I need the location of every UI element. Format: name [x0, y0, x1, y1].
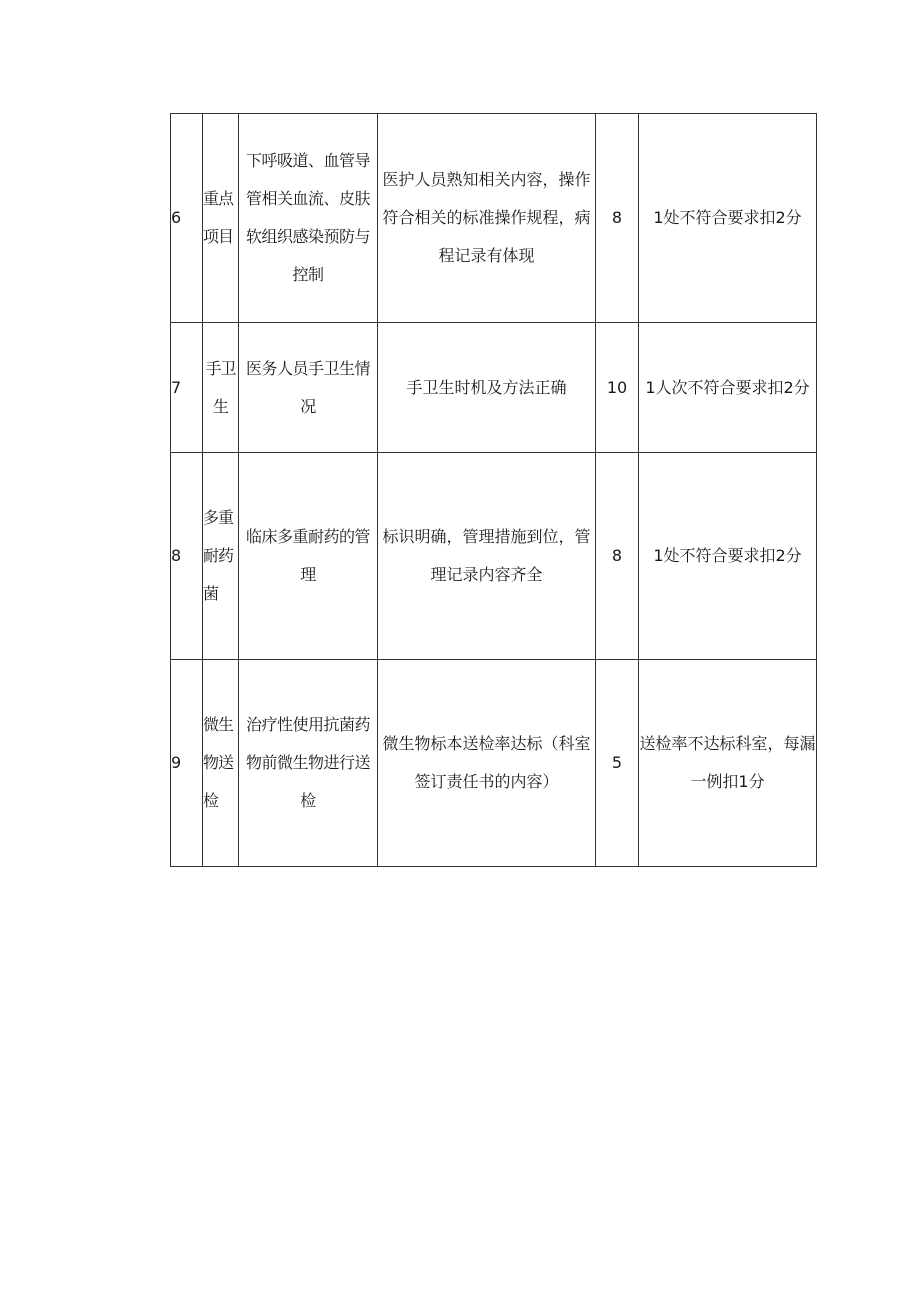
item-cell: 治疗性使用抗菌药物前微生物进行送检	[239, 660, 378, 867]
score-cell: 10	[596, 323, 639, 453]
requirement-cell: 标识明确，管理措施到位，管理记录内容齐全	[378, 453, 596, 660]
category-cell: 多重耐药菌	[203, 453, 239, 660]
table-row	[171, 323, 817, 453]
deduction-cell: 1处不符合要求扣2分	[639, 114, 817, 323]
row-number: 6	[171, 114, 203, 323]
row-number: 7	[171, 323, 203, 453]
score-cell: 8	[596, 114, 639, 323]
requirement-cell: 手卫生时机及方法正确	[378, 323, 596, 453]
table-row	[171, 453, 817, 660]
item-cell: 下呼吸道、血管导管相关血流、皮肤软组织感染预防与控制	[239, 114, 378, 323]
item-cell: 临床多重耐药的管理	[239, 453, 378, 660]
deduction-cell: 1人次不符合要求扣2分	[639, 323, 817, 453]
requirement-cell: 微生物标本送检率达标（科室签订责任书的内容）	[378, 660, 596, 867]
score-cell: 8	[596, 453, 639, 660]
score-cell: 5	[596, 660, 639, 867]
category-cell: 手卫生	[203, 323, 239, 453]
table-row	[171, 660, 817, 867]
deduction-cell: 送检率不达标科室，每漏一例扣1分	[639, 660, 817, 867]
row-number: 9	[171, 660, 203, 867]
category-cell: 重点项目	[203, 114, 239, 323]
deduction-cell: 1处不符合要求扣2分	[639, 453, 817, 660]
assessment-table	[170, 113, 817, 867]
category-cell: 微生物送检	[203, 660, 239, 867]
requirement-cell: 医护人员熟知相关内容，操作符合相关的标准操作规程，病程记录有体现	[378, 114, 596, 323]
table-row	[171, 114, 817, 323]
row-number: 8	[171, 453, 203, 660]
item-cell: 医务人员手卫生情况	[239, 323, 378, 453]
